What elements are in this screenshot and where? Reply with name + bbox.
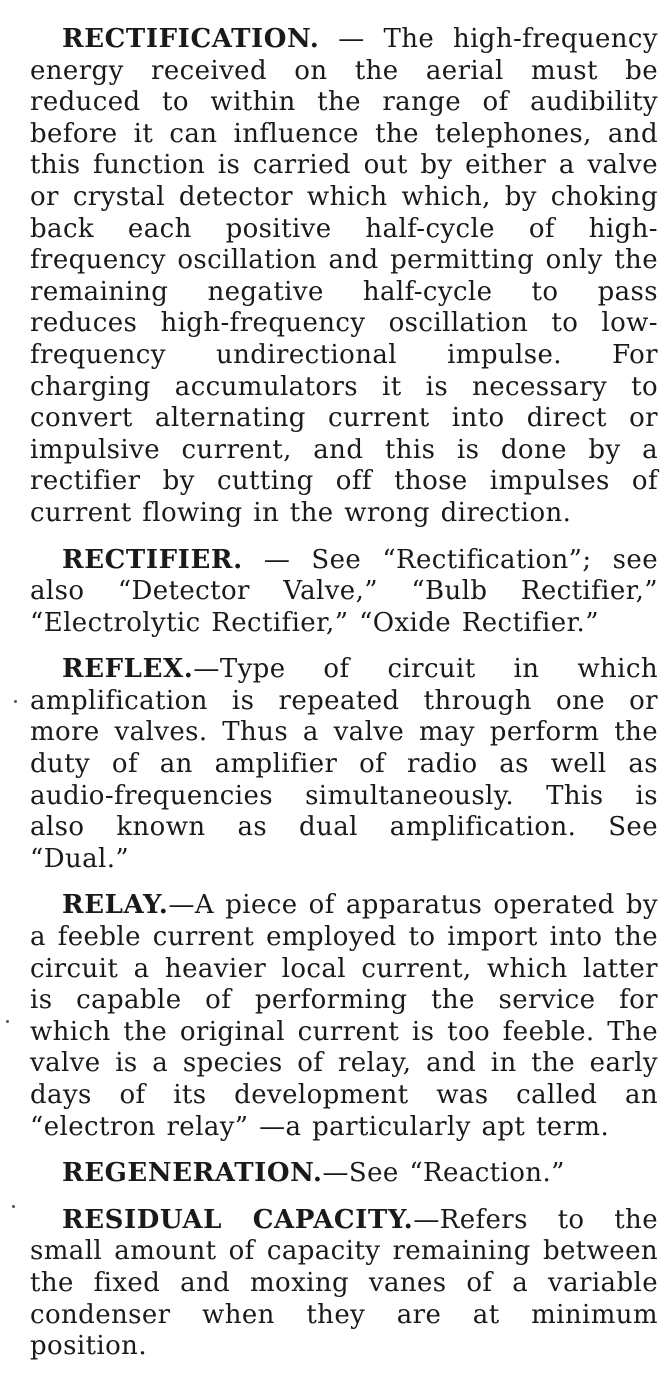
entry-relay [30, 890, 658, 1143]
entry-rectification [30, 24, 658, 530]
entry-text: — The high-frequency energy received on the aerial must be reduced to within the range of audibility before it can influence the telephones, and this function is carried out by either a valve or crystal detector which which, by choking back each positive half-cycle of high-frequency oscillation and permitting only the remaining negative half-cycle to pass reduces high-frequency oscillation to low-frequency undirectional impulse. For charging accumulators it is necessary to convert alternating current into direct or impulsive current, and this is done by a rectifier by cutting off those impulses of current flowing in the wrong direction. [30, 24, 658, 528]
glossary-column [30, 24, 658, 1378]
entry-residual-capacity [30, 1205, 658, 1363]
entry-term: RELAY. [62, 890, 169, 921]
entry-rectifier [30, 545, 658, 640]
entry-term: REFLEX. [62, 654, 194, 685]
entry-text: — See “Rectification”; see also “Detector Valve,” “Bulb Rectifier,” “Electrolytic Rectifier,” “Oxide Rectifier.” [30, 544, 658, 638]
print-speck [12, 1205, 15, 1208]
print-speck [14, 700, 17, 703]
entry-text: —Refers to the small amount of capacity remaining between the fixed and moxing vanes of a variable condenser when they are at minimum position. [30, 1204, 658, 1362]
entry-regeneration [30, 1158, 658, 1190]
print-speck [6, 1020, 9, 1023]
entry-text: —Type of circuit in which amplification is repeated through one or more valves. Thus a valve may perform the duty of an amplifier of radio as well as audio-frequencies simultaneously. This is also known as dual amplification. See “Dual.” [30, 654, 658, 874]
entry-reflex [30, 654, 658, 875]
entry-term: RECTIFIER. [62, 544, 243, 575]
entry-term: REGENERATION. [62, 1158, 323, 1189]
entry-term: RESIDUAL CAPACITY. [62, 1204, 414, 1235]
entry-text: —See “Reaction.” [322, 1158, 565, 1189]
entry-text: —A piece of apparatus operated by a feeble current employed to import into the circuit a heavier local current, which latter is capable of performing the service for which the original current is too feeble. The valve is a species of relay, and in the early days of its development was called an “electron relay” —a particularly apt term. [30, 890, 658, 1142]
entry-term: RECTIFICATION. [62, 24, 320, 54]
